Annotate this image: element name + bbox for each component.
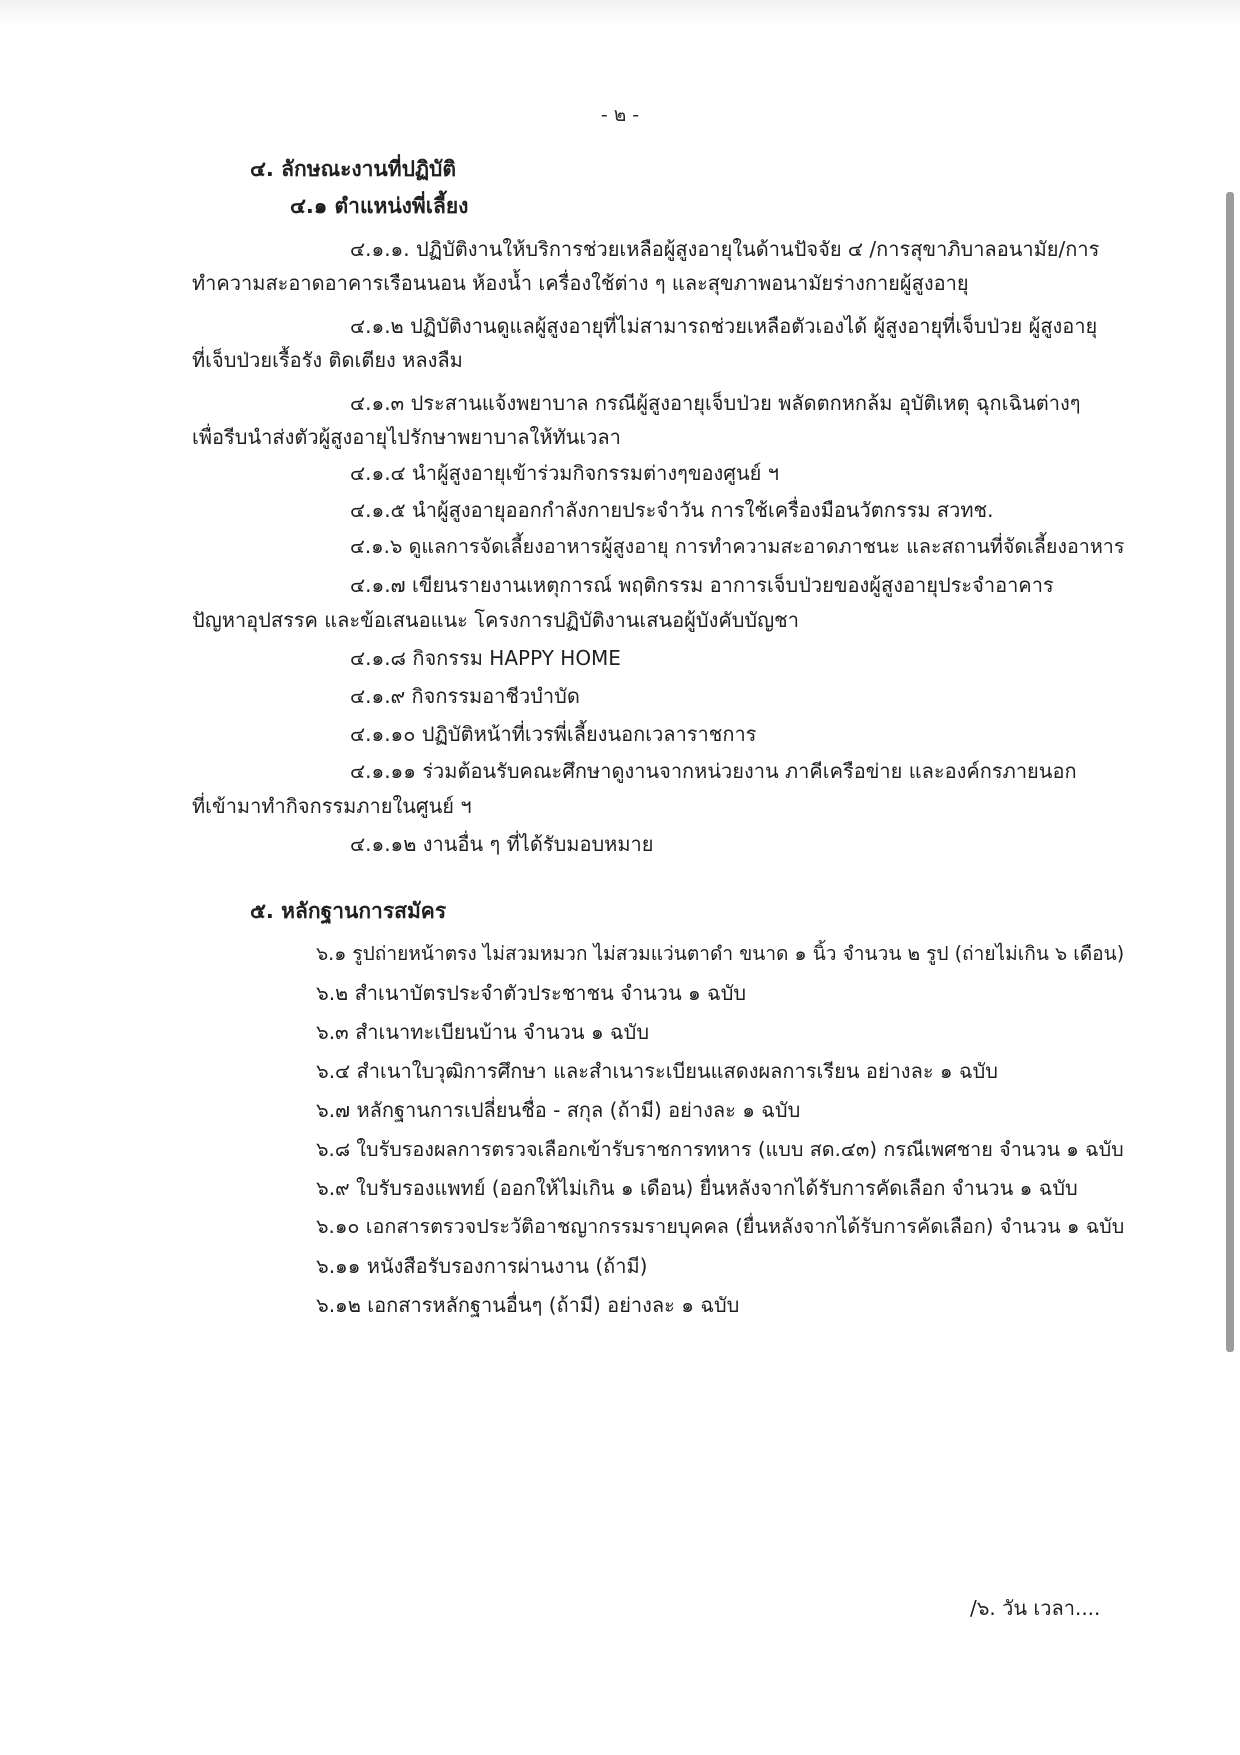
list-item-continuation: ปัญหาอุปสรรค และข้อเสนอแนะ โครงการปฏิบัติงานเสนอผู้บังคับบัญชา [192,608,799,632]
vertical-scrollbar[interactable] [1226,192,1234,1352]
list-item: ๖.๔ สำเนาใบวุฒิการศึกษา และสำเนาระเบียนแสดงผลการเรียน อย่างละ ๑ ฉบับ [316,1059,998,1083]
continuation-note: /๖. วัน เวลา.... [970,1596,1101,1620]
page-number: - ๒ - [600,104,640,126]
list-item: ๖.๘ ใบรับรองผลการตรวจเลือกเข้ารับราชการทหาร (แบบ สด.๔๓) กรณีเพศชาย จำนวน ๑ ฉบับ [316,1138,1124,1161]
list-item: ๖.๗ หลักฐานการเปลี่ยนชื่อ - สกุล (ถ้ามี) อย่างละ ๑ ฉบับ [316,1098,801,1122]
list-item: ๔.๑.๑. ปฏิบัติงานให้บริการช่วยเหลือผู้สูงอายุในด้านปัจจัย ๔ /การสุขาภิบาลอนามัย/การ [350,237,1100,261]
list-item-continuation: ที่เจ็บป่วยเรื้อรัง ติดเตียง หลงลืม [192,348,463,372]
list-item: ๔.๑.๙ กิจกรรมอาชีวบำบัด [350,684,580,708]
list-item: ๖.๑ รูปถ่ายหน้าตรง ไม่สวมหมวก ไม่สวมแว่นตาดำ ขนาด ๑ นิ้ว จำนวน ๒ รูป (ถ่ายไม่เกิน ๖ เดือน) [316,942,1125,965]
list-item: ๔.๑.๕ นำผู้สูงอายุออกกำลังกายประจำวัน การใช้เครื่องมือนวัตกรรม สวทช. [350,498,994,522]
list-item: ๖.๑๐ เอกสารตรวจประวัติอาชญากรรมรายบุคคล (ยื่นหลังจากได้รับการคัดเลือก) จำนวน ๑ ฉบับ [316,1215,1125,1238]
scan-shadow [0,0,1240,26]
list-item: ๖.๑๒ เอกสารหลักฐานอื่นๆ (ถ้ามี) อย่างละ ๑ ฉบับ [316,1293,740,1317]
section-heading: ๔. ลักษณะงานที่ปฏิบัติ [250,157,457,181]
list-item: ๔.๑.๖ ดูแลการจัดเลี้ยงอาหารผู้สูงอายุ การทำความสะอาดภาชนะ และสถานที่จัดเลี้ยงอาหาร [350,535,1125,558]
list-item: ๔.๑.๘ กิจกรรม HAPPY HOME [350,646,621,670]
list-item: ๖.๓ สำเนาทะเบียนบ้าน จำนวน ๑ ฉบับ [316,1020,650,1044]
list-item: ๔.๑.๓ ประสานแจ้งพยาบาล กรณีผู้สูงอายุเจ็บป่วย พลัดตกหกล้ม อุบัติเหตุ ฉุกเฉินต่างๆ [350,391,1081,415]
list-item: ๔.๑.๗ เขียนรายงานเหตุการณ์ พฤติกรรม อาการเจ็บป่วยของผู้สูงอายุประจำอาคาร [350,573,1054,597]
list-item: ๔.๑.๔ นำผู้สูงอายุเข้าร่วมกิจกรรมต่างๆของศูนย์ ฯ [350,461,779,485]
list-item: ๖.๒ สำเนาบัตรประจำตัวประชาชน จำนวน ๑ ฉบับ [316,981,747,1005]
section-heading: ๕. หลักฐานการสมัคร [250,899,447,923]
list-item: ๔.๑.๒ ปฏิบัติงานดูแลผู้สูงอายุที่ไม่สามารถช่วยเหลือตัวเองได้ ผู้สูงอายุที่เจ็บป่วย ผู้สูงอายุ [350,314,1098,338]
list-item-continuation: ทำความสะอาดอาคารเรือนนอน ห้องน้ำ เครื่องใช้ต่าง ๆ และสุขภาพอนามัยร่างกายผู้สูงอายุ [192,271,969,295]
list-item: ๔.๑.๑๐ ปฏิบัติหน้าที่เวรพี่เลี้ยงนอกเวลาราชการ [350,722,757,746]
list-item: ๖.๙ ใบรับรองแพทย์ (ออกให้ไม่เกิน ๑ เดือน) ยื่นหลังจากได้รับการคัดเลือก จำนวน ๑ ฉบับ [316,1176,1078,1200]
list-item: ๔.๑.๑๒ งานอื่น ๆ ที่ได้รับมอบหมาย [350,832,654,856]
list-item: ๖.๑๑ หนังสือรับรองการผ่านงาน (ถ้ามี) [316,1254,648,1278]
subsection-heading: ๔.๑ ตำแหน่งพี่เลี้ยง [290,194,469,218]
list-item: ๔.๑.๑๑ ร่วมต้อนรับคณะศึกษาดูงานจากหน่วยงาน ภาคีเครือข่าย และองค์กรภายนอก [350,759,1077,783]
list-item-continuation: เพื่อรีบนำส่งตัวผู้สูงอายุไปรักษาพยาบาลให้ทันเวลา [192,425,621,449]
list-item-continuation: ที่เข้ามาทำกิจกรรมภายในศูนย์ ฯ [192,794,472,818]
